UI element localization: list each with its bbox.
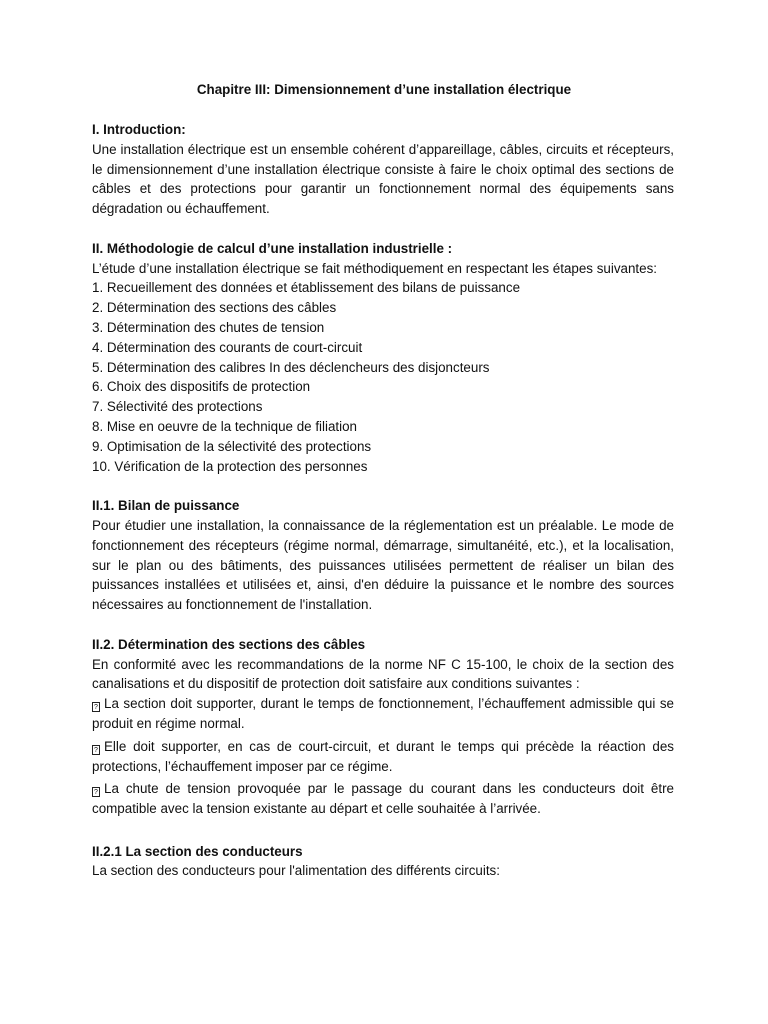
- intro-heading: I. Introduction:: [92, 122, 186, 137]
- bullet-text: Elle doit supporter, en cas de court-circuit, et durant le temps qui précède la réaction des protections, l’échauffement imposer par ce régime.: [92, 738, 674, 774]
- missing-glyph-icon: ?: [92, 702, 100, 712]
- list-item: 8. Mise en oeuvre de la technique de filiation: [92, 418, 358, 434]
- list-item: 3. Détermination des chutes de tension: [92, 319, 325, 335]
- bullet-text: La chute de tension provoquée par le passage du courant dans les conducteurs doit être compatible avec la tension existante au départ et celle souhaitée à l’arrivée.: [92, 781, 674, 817]
- bullet-item: [92, 694, 674, 734]
- intro-paragraph: Une installation électrique est un ensemble cohérent d’appareillage, câbles, circuits et récepteurs, le dimensionnement d’une installation électrique consiste à faire le choix optimal des sections de câbles et des protections pour garantir un fonctionnement normal des équipements sans dégradation ou échauffement.: [92, 141, 674, 217]
- methodologie-heading: II. Méthodologie de calcul d’une installation industrielle :: [92, 240, 453, 256]
- sections-paragraph: En conformité avec les recommandations de la norme NF C 15-100, le choix de la section des canalisations et du dispositif de protection doit satisfaire aux conditions suivantes :: [92, 656, 674, 692]
- steps-list: [92, 278, 674, 476]
- conducteurs-paragraph: La section des conducteurs pour l'alimentation des différents circuits:: [92, 863, 500, 879]
- bilan-paragraph: Pour étudier une installation, la connaissance de la réglementation est un préalable. Le mode de fonctionnement des récepteurs (régime normal, démarrage, simultanéité, etc.), et la localisation, sur le plan ou des bâtiments, des puissances utilisées permettent de réaliser un bilan des puissances installées et utilisées et, ainsi, d'en déduire la puissance et le nombre des sources nécessaires au fonctionnement de l'installation.: [92, 517, 674, 613]
- list-item: 4. Détermination des courants de court-circuit: [92, 339, 363, 355]
- list-item: 2. Détermination des sections des câbles: [92, 300, 337, 316]
- bullet-text: La section doit supporter, durant le temps de fonctionnement, l’échauffement admissible qui se produit en régime normal.: [92, 696, 674, 731]
- sections-heading: II.2. Détermination des sections des câbles: [92, 636, 366, 652]
- missing-glyph-icon: ?: [92, 787, 100, 797]
- list-item: 9. Optimisation de la sélectivité des protections: [92, 438, 372, 454]
- list-item: 10. Vérification de la protection des personnes: [92, 458, 368, 474]
- bilan-heading: II.1. Bilan de puissance: [92, 498, 240, 514]
- missing-glyph-icon: ?: [92, 745, 100, 755]
- list-item: 5. Détermination des calibres In des déclencheurs des disjoncteurs: [92, 359, 490, 375]
- document-body: [92, 120, 674, 881]
- methodologie-paragraph: L’étude d’une installation électrique se fait méthodiquement en respectant les étapes suivantes:: [92, 260, 658, 276]
- list-item: 6. Choix des dispositifs de protection: [92, 379, 311, 395]
- chapter-title: Chapitre III: Dimensionnement d’une installation électrique: [196, 82, 572, 97]
- list-item: 1. Recueillement des données et établissement des bilans de puissance: [92, 280, 521, 296]
- conducteurs-heading: II.2.1 La section des conducteurs: [92, 843, 303, 859]
- bullet-item: [92, 779, 674, 819]
- bullet-item: [92, 737, 674, 777]
- list-item: 7. Sélectivité des protections: [92, 399, 263, 415]
